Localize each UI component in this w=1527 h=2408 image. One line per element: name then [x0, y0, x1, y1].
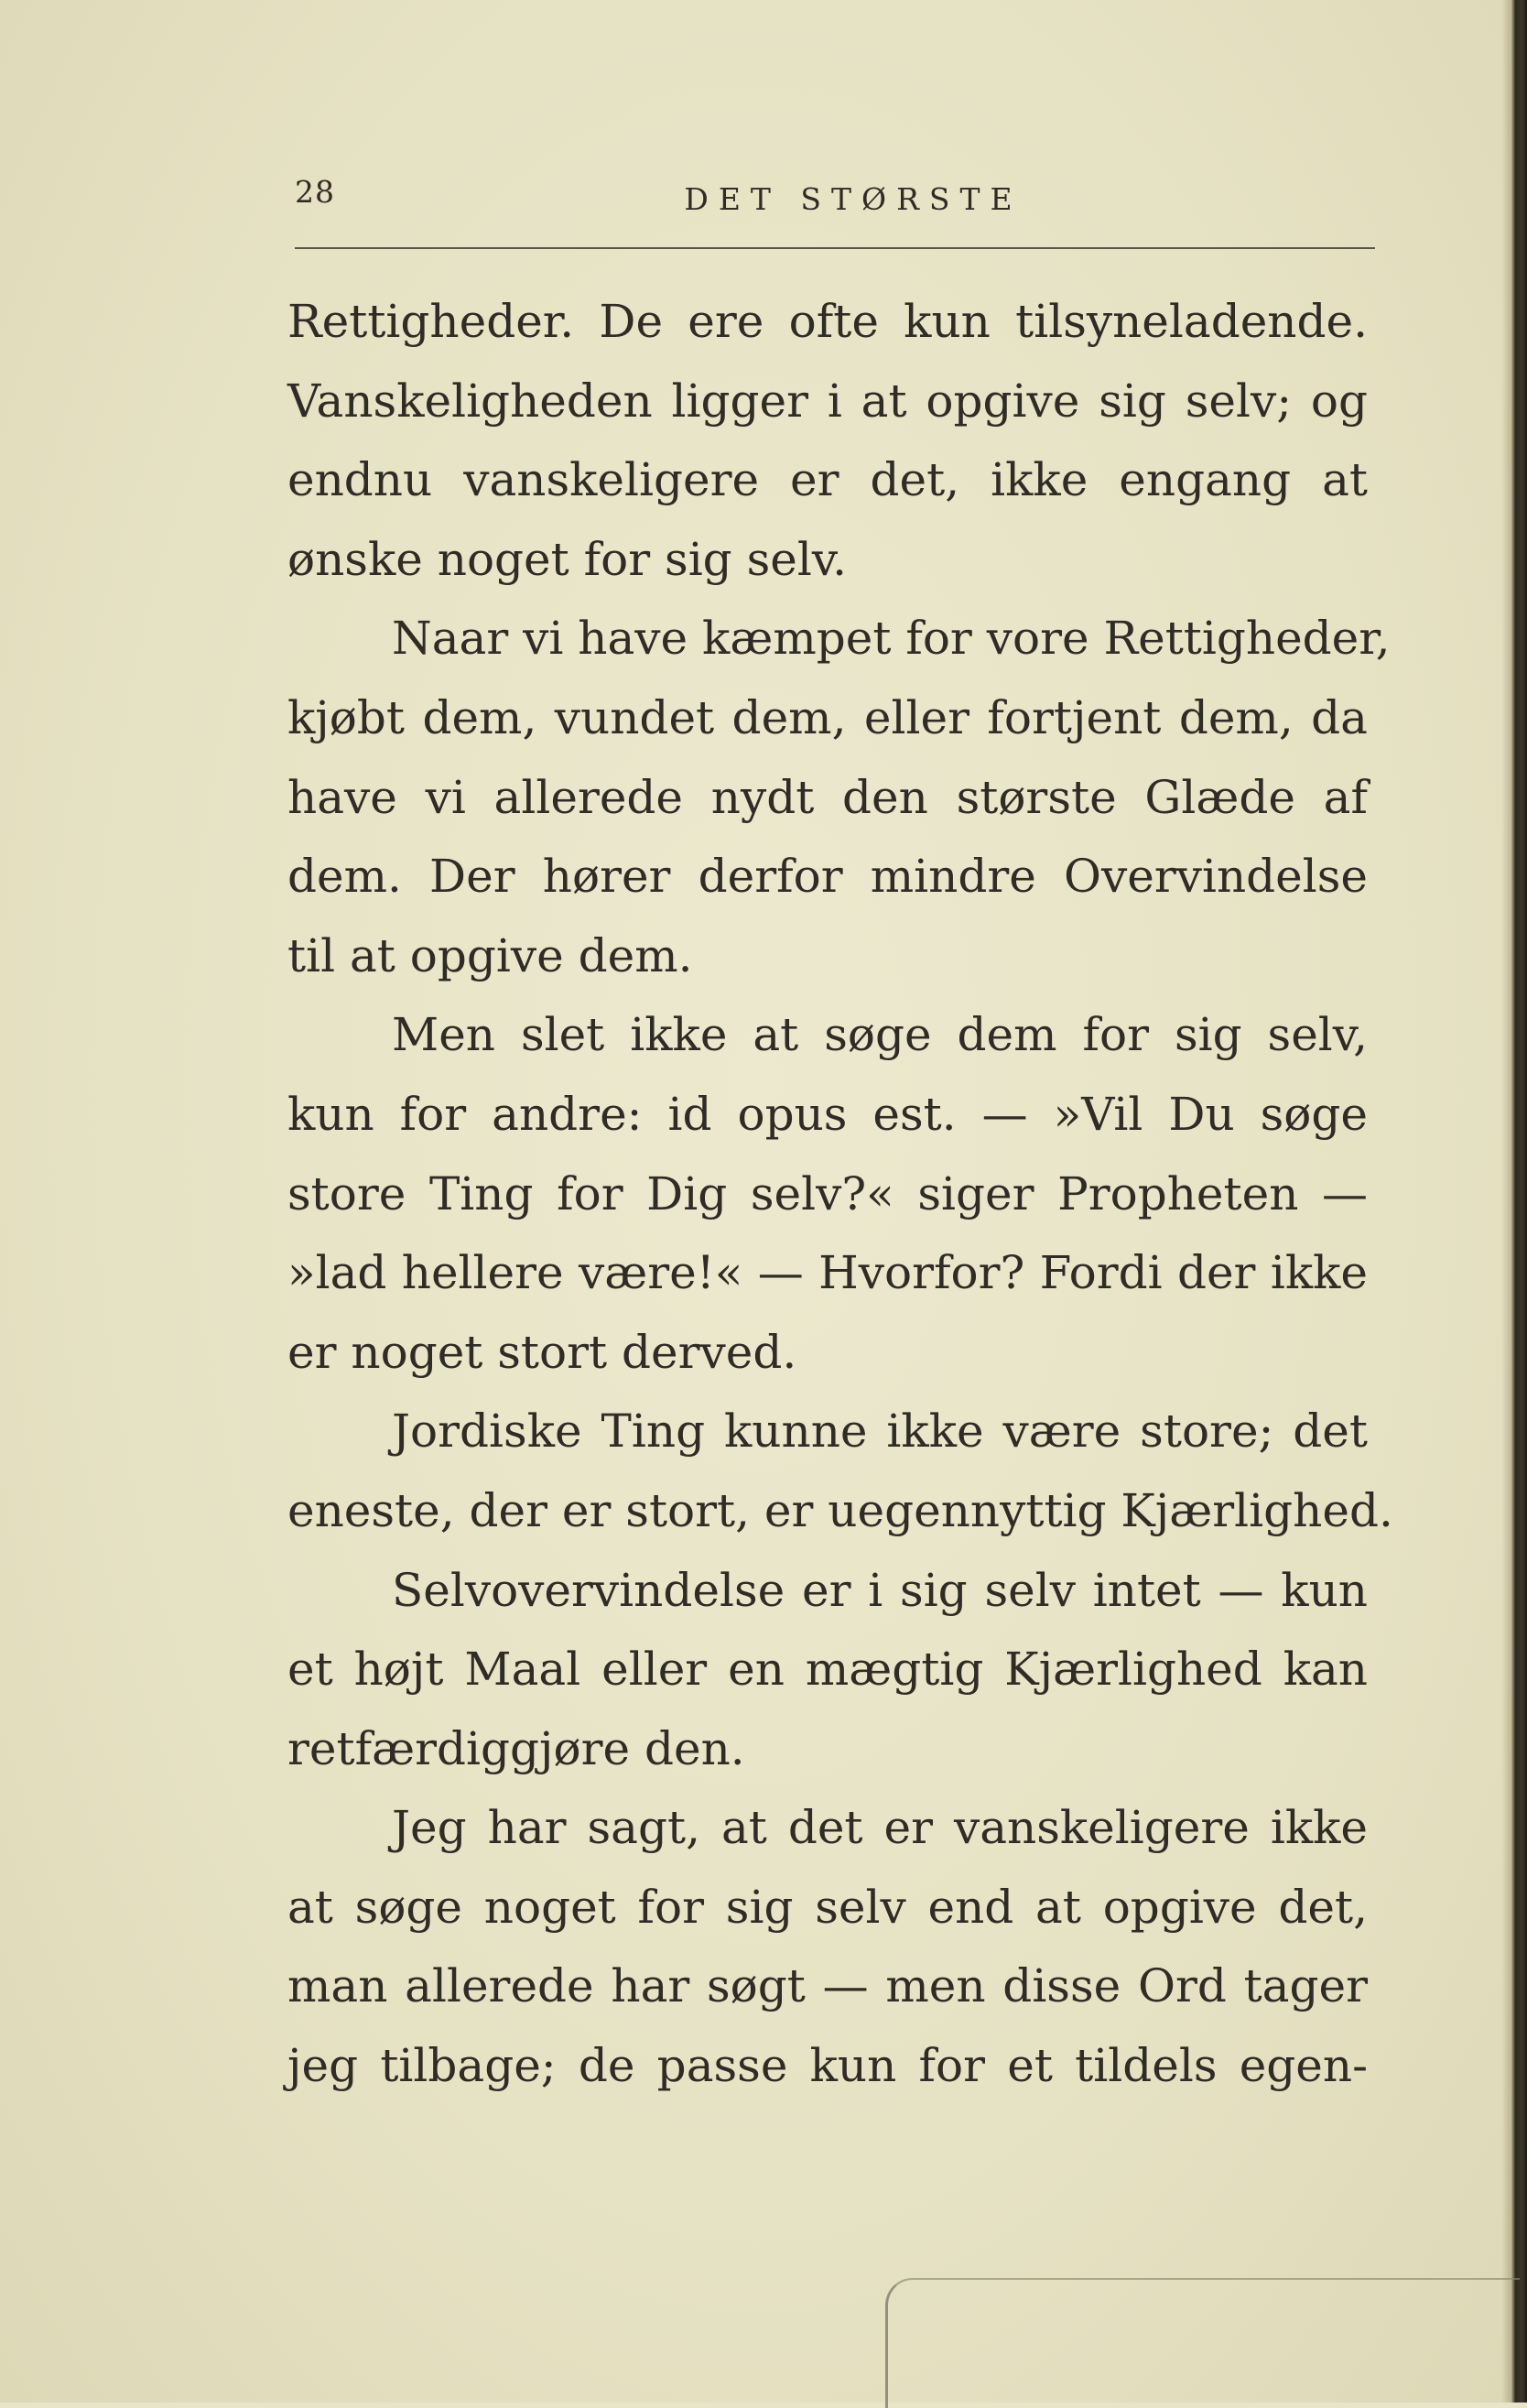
paper-impression: [885, 2278, 1520, 2408]
page-header: [295, 174, 1375, 229]
text-line: store Ting for Dig selv?« siger Propheten —: [287, 1166, 1368, 1220]
text-line: et højt Maal eller en mægtig Kjærlighed kan: [287, 1643, 1368, 1697]
text-line: ønske noget for sig selv.: [287, 532, 848, 586]
text-line: kun for andre: id opus est. — »Vil Du søge: [287, 1087, 1368, 1141]
header-rule: [295, 247, 1375, 249]
page-edge: [1511, 0, 1527, 2403]
text-line: eneste, der er stort, er uegennyttig Kjærlighed.: [287, 1483, 1393, 1537]
text-line: Jordiske Ting kunne ikke være store; det: [392, 1405, 1368, 1459]
text-line: Jeg har sagt, at det er vanskeligere ikke: [392, 1801, 1368, 1855]
text-line: Rettigheder. De ere ofte kun tilsyneladende.: [287, 295, 1368, 348]
page-gutter-shadow: [1501, 0, 1511, 2403]
text-line: retfærdiggjøre den.: [287, 1721, 745, 1775]
text-line: Men slet ikke at søge dem for sig selv,: [392, 1008, 1368, 1062]
text-line: Selvovervindelse er i sig selv intet — kun: [392, 1563, 1368, 1617]
text-line: Naar vi have kæmpet for vore Rettigheder,: [392, 612, 1391, 666]
text-line: man allerede har søgt — men disse Ord tager: [287, 1959, 1368, 2013]
text-line: kjøbt dem, vundet dem, eller fortjent dem, da: [287, 690, 1368, 744]
text-line: Vanskeligheden ligger i at opgive sig selv; og: [287, 374, 1368, 428]
text-line: til at opgive dem.: [287, 928, 693, 982]
text-line: »lad hellere være!« — Hvorfor? Fordi der ikke: [287, 1246, 1368, 1300]
page-number: 28: [295, 174, 335, 210]
text-line: jeg tilbage; de passe kun for et tildels egen-: [287, 2039, 1368, 2093]
text-line: at søge noget for sig selv end at opgive det,: [287, 1880, 1368, 1934]
text-line: have vi allerede nydt den største Glæde af: [287, 770, 1368, 824]
text-line: endnu vanskeligere er det, ikke engang at: [287, 453, 1368, 507]
text-line: er noget stort derved.: [287, 1325, 797, 1379]
body-text: [287, 282, 1393, 2106]
running-title: DET STØRSTE: [684, 181, 1023, 217]
text-line: dem. Der hører derfor mindre Overvindelse: [287, 850, 1368, 904]
